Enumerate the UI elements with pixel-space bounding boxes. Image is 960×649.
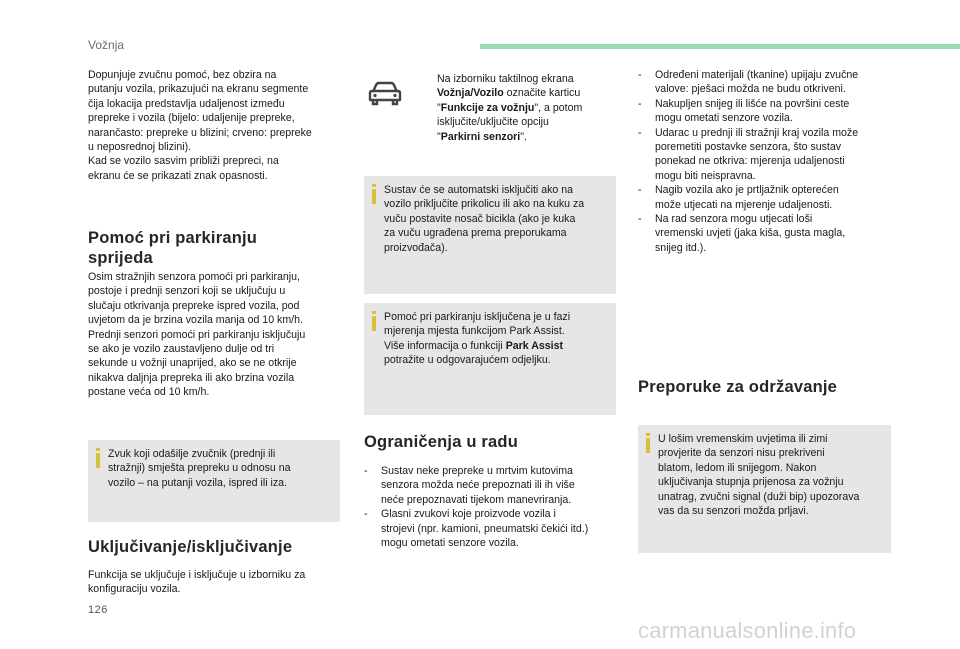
text-line: Funkcija se uključuje i isključuje u izborniku za: [88, 569, 306, 581]
page-number: 126: [88, 604, 108, 616]
text-line: nikakva daljnja prepreka ili ako brzina vozila: [88, 371, 295, 384]
text-line: [384, 339, 570, 353]
text-line: [437, 130, 610, 144]
list-item: [364, 464, 618, 507]
text-line: Pomoć pri parkiranju isključena je u fazi: [384, 311, 571, 323]
list-item: [638, 68, 892, 97]
text-line: ekranu će se prikazati znak opasnosti.: [88, 169, 268, 182]
tab-name: Funkcije za vožnju: [440, 101, 535, 114]
info-icon: [646, 433, 650, 453]
text-line: U lošim vremenskim uvjetima ili zimi: [658, 433, 828, 445]
text-line: unatrag, zvučni signal (duži bip) upozorava: [658, 490, 860, 503]
text-line: Dopunjuje zvučnu pomoć, bez obzira na: [88, 69, 277, 81]
text-line: slučaju otkrivanja prepreke ispred vozila, pod: [88, 299, 300, 312]
list-item: [364, 507, 618, 550]
heading-maintenance: Preporuke za održavanje: [638, 378, 838, 396]
text-line: [437, 86, 610, 100]
text-line: mogu biti neispravna.: [655, 169, 756, 182]
list-dash: -: [638, 97, 642, 110]
heading-line: Pomoć pri parkiranju: [88, 229, 258, 247]
text-line: provjerite da senzori nisu prekriveni: [658, 447, 825, 460]
text-line: Zvuk koji odašilje zvučnik (prednji ili: [108, 448, 276, 460]
text-line: Osim stražnjih senzora pomoći pri parkiranju,: [88, 271, 300, 283]
text-line: mogu ometati senzore vozila.: [655, 112, 793, 125]
function-name: Park Assist: [505, 339, 564, 352]
text-line: vuču postavite nosač bicikla (ako je kuka: [384, 212, 576, 225]
text-line: strojevi (npr. kamioni, pneumatski čekići itd.): [381, 522, 589, 535]
text-line: se ako je vozilo zaustavljeno dulje od tri: [88, 343, 275, 356]
heading-activation: Uključivanje/isključivanje: [88, 538, 293, 556]
text-span: ", a potom: [534, 101, 583, 114]
info-icon: [372, 311, 376, 331]
list-item: [638, 183, 892, 212]
list-dash: -: [638, 213, 642, 226]
text-span: ".: [520, 130, 527, 143]
heading-front-parking: [88, 228, 338, 268]
heading-line: sprijeda: [88, 249, 153, 267]
text-line: ponekad ne otkriva: mjerenja udaljenosti: [655, 155, 845, 168]
text-line: Prednji senzori pomoći pri parkiranju isključuju: [88, 328, 306, 341]
list-dash: -: [364, 465, 368, 477]
touchscreen-instruction: [420, 72, 610, 144]
intro-paragraph: [88, 68, 344, 183]
list-dash: -: [638, 184, 642, 197]
info-note-sound: [88, 440, 340, 522]
text-line: snijeg itd.).: [655, 241, 707, 254]
text-line: putanju vozila, prikazujući na ekranu segmente: [88, 83, 309, 96]
text-line: vozilo – na putanji vozila, ispred ili iza.: [108, 476, 288, 489]
text-line: neće prepoznavati tijekom manevriranja.: [381, 493, 572, 506]
text-line: isključite/uključite opciju: [437, 116, 549, 129]
text-line: mjerenja mjesta funkcijom Park Assist.: [384, 325, 565, 338]
info-note-park-assist: [364, 303, 616, 415]
quote-mark: ": [437, 101, 441, 114]
text-line: Nakupljen snijeg ili lišće na površini ceste: [655, 97, 850, 110]
front-parking-paragraph: [88, 270, 344, 400]
text-line: postoje i prednji senzori koji se uključuju u: [88, 285, 286, 298]
info-icon: [372, 184, 376, 204]
text-span: Više informacija o funkciji: [384, 339, 506, 352]
text-line: vas da su senzori možda prljavi.: [658, 505, 809, 518]
text-line: može utjecati na mjerenje udaljenosti.: [655, 198, 833, 211]
text-line: valove: pješaci možda ne budu otkriveni.: [655, 83, 846, 96]
text-line: senzora možda neće prepoznati ili ih više: [381, 479, 575, 492]
limitations-list-continued: [638, 68, 892, 255]
text-line: Sustav neke prepreke u mrtvim kutovima: [381, 465, 573, 477]
list-item: [638, 126, 892, 184]
text-line: za vuču ugrađena prema preporukama: [384, 227, 567, 240]
info-note-weather: [638, 425, 891, 553]
info-note-trailer: [364, 176, 616, 294]
text-line: Kad se vozilo sasvim približi prepreci, na: [88, 155, 279, 168]
text-line: Na rad senzora mogu utjecati loši: [655, 213, 813, 226]
text-line: Glasni zvukovi koje proizvode vozila i: [381, 508, 556, 521]
text-line: [437, 101, 610, 115]
limitations-list: [364, 464, 618, 550]
list-dash: -: [638, 126, 642, 139]
text-line: konfiguraciju vozila.: [88, 583, 181, 596]
heading-limitations: Ograničenja u radu: [364, 433, 518, 451]
text-line: vremenski uvjeti (jaka kiša, gusta magla,: [655, 227, 846, 240]
text-line: narančasto: prepreke u blizini; crveno: prepreke: [88, 126, 312, 139]
text-line: proizvođača).: [384, 241, 448, 254]
text-line: uvjetom da je brzina vozila manja od 10 km/h.: [88, 314, 303, 327]
list-item: [638, 97, 892, 126]
header-bar: [480, 44, 960, 49]
text-line: prepreke i vozila (bijelo: udaljenije prepreke,: [88, 112, 295, 125]
text-span: označite karticu: [503, 87, 581, 100]
text-line: vozilo priključite prikolicu ili ako na kuku za: [384, 198, 585, 211]
text-line: mogu ometati senzore vozila.: [381, 537, 519, 550]
menu-name: Vožnja/Vozilo: [437, 87, 504, 100]
text-line: postane veća od 10 km/h.: [88, 386, 210, 399]
option-name: Parkirni senzori: [440, 130, 521, 143]
info-icon: [96, 448, 100, 468]
quote-mark: ": [437, 130, 441, 143]
watermark: carmanualsonline.info: [638, 618, 857, 643]
text-line: blatom, ledom ili snijegom. Nakon: [658, 461, 817, 474]
list-dash: -: [364, 508, 368, 521]
text-line: Nagib vozila ako je prtljažnik opterećen: [655, 184, 839, 197]
activation-paragraph: [88, 568, 344, 597]
text-line: Udarac u prednji ili stražnji kraj vozila može: [655, 126, 859, 139]
car-front-icon: [364, 76, 406, 110]
text-line: uključivanja stupnja prijenosa za vožnju: [658, 476, 844, 489]
text-line: čija lokacija predstavlja udaljenost između: [88, 97, 285, 110]
text-line: u neposrednoj blizini).: [88, 141, 192, 154]
text-line: Na izborniku taktilnog ekrana: [437, 73, 574, 85]
section-label: Vožnja: [88, 38, 125, 52]
list-item: [638, 212, 892, 255]
text-line: stražnji) smješta prepreku u odnosu na: [108, 462, 291, 475]
text-line: poremetiti postavke senzora, što sustav: [655, 141, 842, 154]
text-line: Sustav će se automatski isključiti ako na: [384, 184, 574, 196]
text-line: Određeni materijali (tkanine) upijaju zvučne: [655, 69, 859, 81]
text-line: sekunde u vožnji unaprijed, ako se ne otkrije: [88, 357, 297, 370]
text-line: potražite u odgovarajućem odjeljku.: [384, 354, 551, 367]
list-dash: -: [638, 69, 642, 81]
